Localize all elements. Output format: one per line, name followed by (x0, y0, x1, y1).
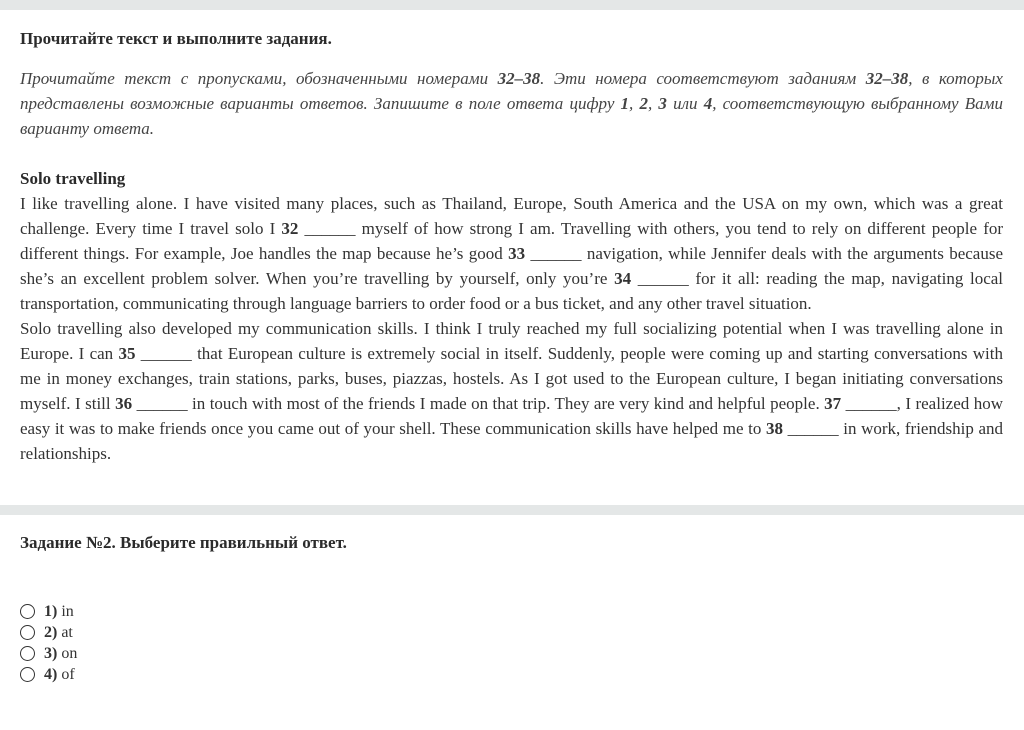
gap-number-36: 36 (115, 394, 133, 413)
option-number: 2) (44, 623, 58, 641)
answer-option-2[interactable] (20, 622, 77, 643)
option-number: 1) (44, 602, 58, 620)
option-text: on (61, 644, 78, 662)
gap-blank: ______ (845, 394, 897, 413)
text-paragraph-1: I like travelling alone. I have visited many places, such as Thailand, Europe, South America and the USA on my own, which was a great challenge. Every time I travel solo I 32 ______ myself of how strong I am. Travelling with others, you tend to rely on different people for different things. For example, Joe handles the map because he’s good 33 ______ navigation, while Jennifer deals with the arguments because she’s an excellent problem solver. When you’re travelling by yourself, only you’re 34 ______ for it all: reading the map, navigating local transportation, communicating through language barriers to order food or a bus ticket, and any other travel situation. (20, 194, 1004, 313)
gap-blank: ______ (637, 269, 689, 288)
option-number: 4) (44, 665, 58, 683)
radio-button[interactable] (20, 646, 35, 661)
answer-option-3[interactable] (20, 643, 77, 664)
gap-blank: ______ (136, 394, 188, 413)
question-block (20, 532, 1003, 683)
gap-number-33: 33 (508, 244, 526, 263)
gap-blank: ______ (140, 344, 192, 363)
option-text: in (61, 602, 74, 620)
text-title: Solo travelling (20, 169, 126, 188)
gap-number-38: 38 (765, 419, 783, 438)
gap-number-35: 35 (118, 344, 136, 363)
gap-blank: ______ (787, 419, 839, 438)
answer-option-1[interactable] (20, 601, 77, 622)
question-title: Задание №2. Выберите правильный ответ. (20, 533, 347, 552)
gap-number-34: 34 (614, 269, 632, 288)
gap-number-32: 32 (281, 219, 299, 238)
option-text: at (61, 623, 73, 641)
text-paragraph-2: Solo travelling also developed my communication skills. I think I truly reached my full socializing potential when I was travelling alone in Europe. I can 35 ______ that European culture is extremely social in itself. Suddenly, people were coming up and starting conversations with me in money exchanges, train stations, parks, buses, piazzas, hostels. As I got used to the European culture, I began initiating conversations myself. I still 36 ______ in touch with most of the friends I made on that trip. They are very kind and helpful people. 37 ______, I realized how easy it was to make friends once you came out of your shell. These communication skills have helped me to 38 ______ in work, friendship and relationships. (20, 319, 1003, 463)
radio-button[interactable] (20, 604, 35, 619)
option-text: of (61, 665, 75, 683)
task-header: Прочитайте текст и выполните задания. (20, 29, 332, 48)
option-number: 3) (44, 644, 58, 662)
radio-button[interactable] (20, 625, 35, 640)
top-divider-band (0, 0, 1024, 10)
section-divider-band (0, 505, 1024, 515)
reading-task-block (20, 28, 1003, 466)
answer-options (20, 601, 77, 685)
answer-option-4[interactable] (20, 664, 77, 685)
gap-number-37: 37 (824, 394, 842, 413)
radio-button[interactable] (20, 667, 35, 682)
instructions-text: Прочитайте текст с пропусками, обозначенными номерами 32–38. Эти номера соответствуют заданиям 32–38, в которых представлены возможные варианты ответов. Запишите в поле ответа цифру 1, 2, 3 или 4, соответствующую выбранному Вами варианту ответа. (20, 69, 1004, 138)
gap-blank: ______ (530, 244, 582, 263)
gap-blank: ______ (304, 219, 356, 238)
